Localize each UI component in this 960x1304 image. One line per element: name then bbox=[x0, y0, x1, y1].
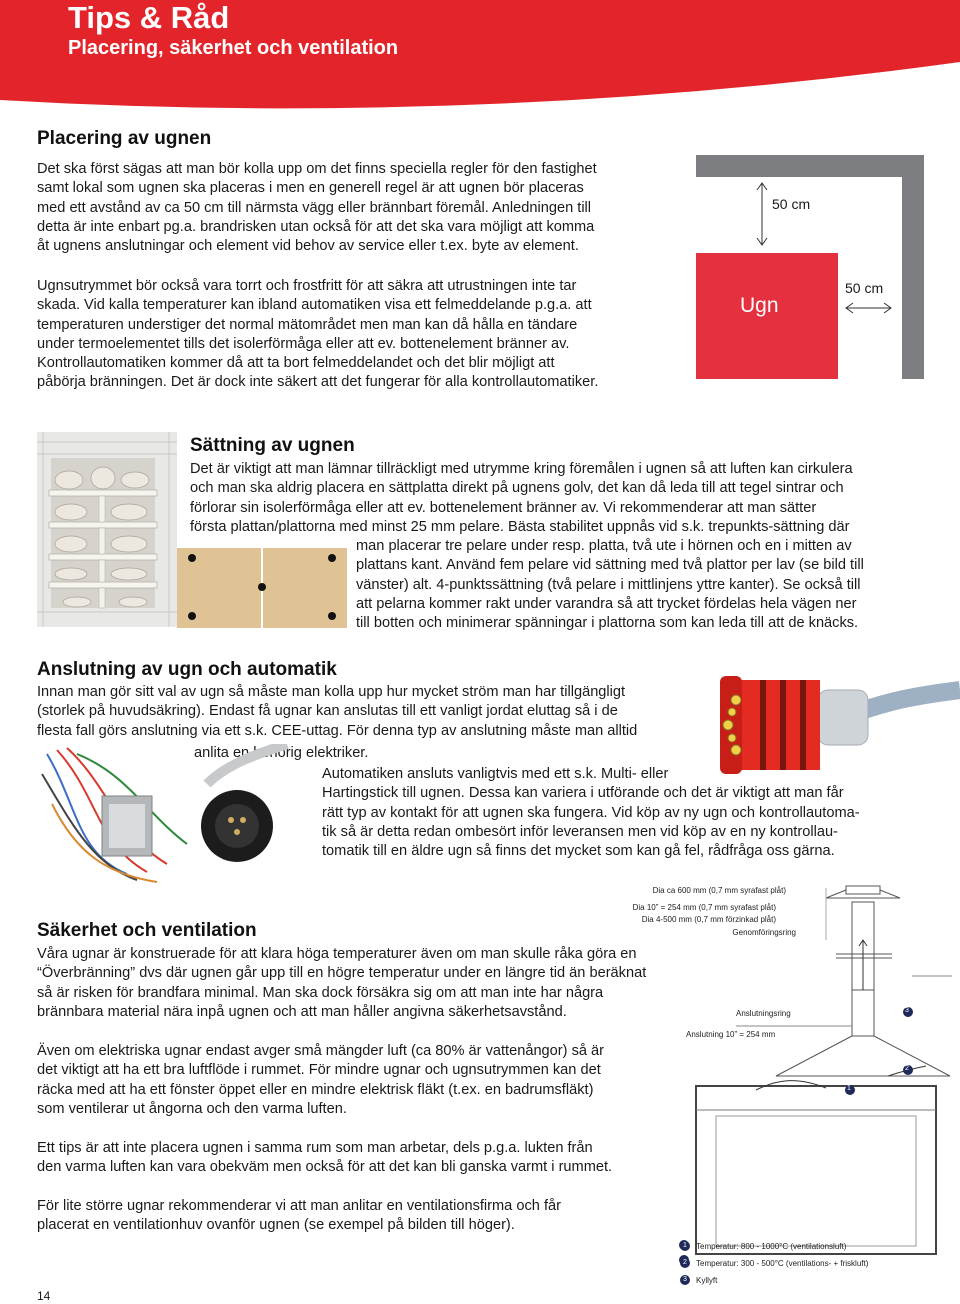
vent-marker-1: 1 bbox=[847, 1085, 851, 1092]
heading-sattning: Sättning av ugnen bbox=[190, 435, 355, 456]
placering-para1: Det ska först sägas att man bör kolla upp om det finns speciella regler för den fastighet samt lokal som ugnen ska placeras i men en generell regel är att ugnen bör placeras med ett avstånd av ca 50 cm till närmsta vägg eller brännbart föremål. Anledningen till detta är inte enbart pg.a. brandrisken utan också för att det ska vara möjligt att komma åt ugnens anslutningar och element vid behov av service eller t.ex. byte av element. bbox=[37, 161, 597, 255]
page-title: Tips & Råd bbox=[68, 0, 230, 35]
vent-label-4: Genomföringsring bbox=[732, 928, 796, 937]
heading-placering: Placering av ugnen bbox=[37, 128, 212, 149]
heading-sakerhet: Säkerhet och ventilation bbox=[37, 920, 257, 941]
legend-marker: 3 bbox=[680, 1275, 690, 1285]
anslutning-para-indent: Automatiken ansluts vanligtvis med ett s.k. Multi- eller Hartingstick till ugnen. Dessa kan variera i utförande och det är viktigt att man får rätt typ av kontakt för att ugnen ska fungera. Vid köp av ny ugn och kontrollautoma- tik så är detta redan ombesört inför leveransen men vid köp av en ny kontrollau- tomatik till en äldre ugn så finns det mycket som kan gå fel, rådfråga oss gärna. bbox=[322, 766, 860, 860]
placering-para2: Ugnsutrymmet bör också vara torrt och frostfritt för att säkra att utrustningen inte tar skada. Vid kalla temperaturer kan ibland automatiken visa ett felmeddelande p.g.a. att temperaturen understiger det normal mätområdet men man kan då hålla en tändare under termoelementet tills det isolerförmåga eller att ev. bottenelement bränner av. Kontrollautomatiken kommer då att ta bort felmeddelandet och det blir möjligt att påbörja bränningen. Det är dock inte säkert att det fungerar för alla kontrollautomatiker. bbox=[37, 278, 599, 391]
vent-marker-3: 3 bbox=[905, 1007, 909, 1014]
ventilation-diagram bbox=[632, 880, 956, 1270]
vent-label-3: Dia 4-500 mm (0,7 mm förzinkad plåt) bbox=[641, 915, 776, 924]
sakerhet-para3: Ett tips är att inte placera ugnen i samma rum som man arbetar, dels p.g.a. lukten från den varma luften kan vara obekväm men också för att det kan bli ganska varmt i rummet. bbox=[37, 1140, 613, 1176]
legend-marker: 1 bbox=[680, 1241, 690, 1251]
vent-label-2: Dia 10” = 254 mm (0,7 mm syrafast plåt) bbox=[632, 903, 776, 912]
kiln-label: Ugn bbox=[740, 294, 779, 317]
placement-diagram bbox=[696, 155, 926, 380]
distance-label-side: 50 cm bbox=[845, 280, 884, 296]
vent-label-1: Dia ca 600 mm (0,7 mm syrafast plåt) bbox=[652, 886, 786, 895]
sattning-para-narrow: man placerar tre pelare under resp. platta, två ute i hörnen och en i mitten av plattans kant. Använd fem pelare vid sättning med två plattor per lav (se bild till vänster) alt. 4-punktssättning (två pelare i mittlinjens yttre kanter). Se också till att pelarna kommer rakt under varandra så att trycket fördelas hela vägen ner till botten och minimerar spänningar i plattorna som kan leda till att de knäcks. bbox=[356, 538, 864, 632]
ventilation-legend bbox=[680, 1241, 950, 1291]
legend-text: Temperatur: 300 - 500°C (ventilations- + friskluft) bbox=[696, 1259, 869, 1268]
wall-side bbox=[902, 155, 924, 379]
anslutning-para: Innan man gör sitt val av ugn så måste man kolla upp hur mycket ström man har tillgängligt (storlek på huvudsäkring). Endast få ugnar kan anslutas till ett vanligt jordat eluttag så i de flesta fall görs anslutning via ett s.k. CEE-uttag. För denna typ av anslutning måste man alltid bbox=[37, 684, 638, 739]
shelf-board-diagram bbox=[177, 548, 347, 628]
distance-label-top: 50 cm bbox=[772, 196, 811, 212]
sakerhet-para2: Även om elektriska ugnar endast avger små mängder luft (ca 80% är vattenångor) så är det viktigt att ha ett bra luftflöde i rummet. För mindre ugnar och ugnsutrymmen kan det räcka med att ha ett fönster öppet eller en mindre elektrisk fläkt (t.ex. en badrumsfläkt) som ventilerar ut ångorna och den varma luften. bbox=[37, 1043, 605, 1117]
heading-anslutning: Anslutning av ugn och automatik bbox=[37, 659, 337, 680]
sakerhet-para4: För lite större ugnar rekommenderar vi att man anlitar en ventilationsfirma och får placerat en ventilationhuv ovanför ugnen (se exempel på bilden till höger). bbox=[37, 1198, 561, 1234]
legend-item bbox=[680, 1241, 950, 1254]
legend-text: Temperatur: 800 - 1000°C (ventilationsluft) bbox=[696, 1242, 847, 1251]
vent-label-6: Anslutning 10” = 254 mm bbox=[686, 1030, 776, 1039]
vent-label-5: Anslutningsring bbox=[736, 1009, 791, 1018]
kiln-shelves-image bbox=[37, 432, 177, 627]
legend-marker: 2 bbox=[680, 1258, 690, 1268]
harting-connector-image bbox=[37, 744, 317, 884]
legend-item bbox=[680, 1275, 950, 1288]
legend-item bbox=[680, 1258, 950, 1271]
legend-text: Kyllyft bbox=[696, 1276, 718, 1285]
page-subtitle: Placering, säkerhet och ventilation bbox=[68, 37, 399, 59]
page-number: 14 bbox=[37, 1289, 51, 1303]
anslutning-line-indent: anlita en behörig elektriker. bbox=[194, 745, 369, 761]
wall-top bbox=[696, 155, 924, 177]
sakerhet-para1: Våra ugnar är konstruerade för att klara höga temperaturer även om man skulle råka göra en “Överbränning” dvs där ugnen går upp till en högre temperatur under en längre tid än beräknat så är risken för brandfara minimal. Man ska dock försäkra sig om att man inte har några brännbara material nära inpå ugnen och att man håller angivna säkerhetsavstånd. bbox=[37, 946, 647, 1020]
vent-marker-2: 2 bbox=[905, 1065, 909, 1072]
sattning-para-full: Det är viktigt att man lämnar tillräckligt med utrymme kring föremålen i ugnen så att luften kan cirkulera och man ska aldrig placera en sättplatta direkt på ugnens golv, det kan då leda till att tegel sintrar och förlorar sin isolerförmåga eller att ev. bottenelement bränner av. Vi rekommenderar att man sätter första plattan/plattorna med minst 25 mm pelare. Bästa stabilitet uppnås vid s.k. trepunkts-sättning där bbox=[190, 461, 853, 535]
cee-plug-image bbox=[700, 660, 960, 790]
